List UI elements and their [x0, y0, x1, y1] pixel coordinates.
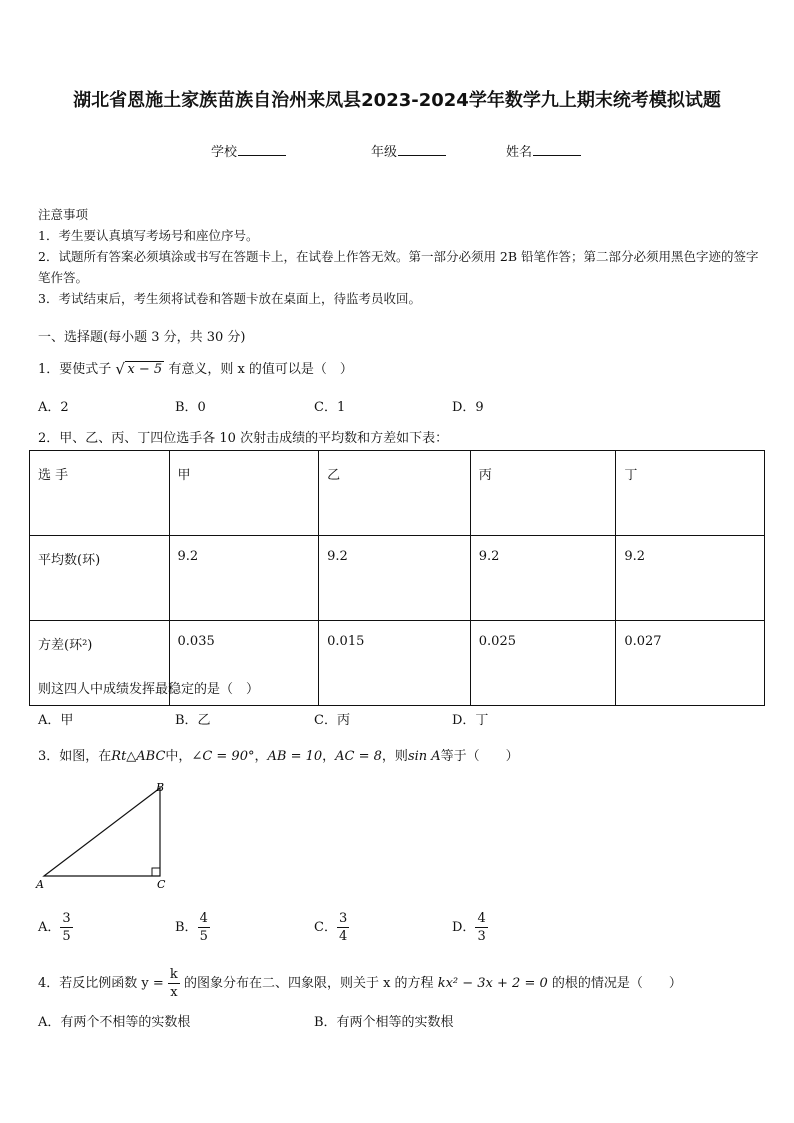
q3-option-a[interactable] [38, 910, 73, 945]
q2-option-c[interactable]: C．丙 [314, 713, 350, 728]
page-title: 湖北省恩施土家族苗族自治州来凤县2023-2024学年数学九上期末统考模拟试题 [73, 90, 721, 111]
q2-followup: 则这四人中成绩发挥最稳定的是（ ） [38, 682, 260, 697]
table-cell: 0.015 [319, 621, 471, 706]
section-heading: 一、选择题(每小题 3 分，共 30 分) [38, 330, 246, 345]
q3-stem-d: 等于（ ） [440, 749, 519, 764]
numerator: 4 [199, 911, 208, 926]
q2-option-b[interactable]: B．乙 [175, 713, 211, 728]
table-cell: 9.2 [616, 536, 765, 621]
grade-field [371, 141, 446, 160]
option-fraction [475, 910, 487, 945]
triangle-figure [30, 776, 180, 894]
numerator: 4 [477, 911, 486, 926]
denominator: 5 [199, 929, 208, 944]
table-row [30, 536, 765, 621]
question-3: 3．如图，在Rt△ABC中，∠C = 90°，AB = 10，AC = 8，则sin A等于（ ） [38, 749, 519, 764]
q3-cond-ac: AC = 8 [335, 749, 382, 764]
denominator: x [170, 985, 178, 1000]
q1-option-a[interactable]: A．2 [38, 400, 69, 415]
q3-triangle: Rt△ABC [111, 749, 166, 764]
note-item: 2．试题所有答案必须填涂或书写在答题卡上，在试卷上作答无效。第一部分必须用 2B 铅笔作答；第二部分必须用黑色字迹的签字笔作答。 [38, 249, 759, 285]
table-cell: 选 手 [30, 451, 170, 536]
q3-cond-ab: AB = 10 [267, 749, 323, 764]
q3-cond-angle: ∠C = 90° [191, 749, 255, 764]
table-cell: 丙 [470, 451, 616, 536]
q1-option-d[interactable]: D．9 [452, 400, 484, 415]
option-fraction [198, 910, 210, 945]
scores-table [29, 450, 765, 706]
name-blank [533, 143, 581, 156]
q4-fraction [168, 966, 180, 1001]
denominator: 4 [338, 929, 348, 944]
school-field [211, 141, 286, 160]
triangle-abc [44, 788, 160, 876]
q1-option-b[interactable]: B．0 [175, 400, 206, 415]
q4-mid: 的图象分布在二、四象限，则关于 x 的方程 [183, 976, 434, 991]
option-fraction [337, 910, 349, 945]
q4-suffix: 的根的情况是（ ） [551, 976, 682, 991]
grade-label: 年级 [371, 145, 398, 160]
question-2: 2．甲、乙、丙、丁四位选手各 10 次射击成绩的平均数和方差如下表： [38, 431, 449, 446]
q3-option-d[interactable] [452, 910, 488, 945]
note-item: 1．考生要认真填写考场号和座位序号。 [38, 228, 259, 243]
q4-option-b[interactable]: B．有两个相等的实数根 [314, 1015, 454, 1030]
q3-stem-b: 中， [165, 749, 192, 764]
note-item: 3．考试结束后，考生须将试卷和答题卡放在桌面上，待监考员收回。 [38, 291, 421, 306]
q1-radicand: x − 5 [127, 362, 163, 377]
q2-option-d[interactable]: D．丁 [452, 713, 489, 728]
question-1 [38, 358, 353, 377]
numerator: k [169, 967, 178, 982]
q3-target: sin A [407, 749, 441, 764]
right-angle-mark [152, 868, 160, 876]
q4-option-a[interactable]: A．有两个不相等的实数根 [38, 1015, 191, 1030]
q2-option-a[interactable]: A．甲 [38, 713, 74, 728]
q4-equation: kx² − 3x + 2 = 0 [437, 976, 548, 991]
q1-sqrt [115, 362, 164, 377]
table-cell: 9.2 [319, 536, 471, 621]
numerator: 3 [338, 911, 348, 926]
q3-option-c[interactable] [314, 910, 349, 945]
table-cell: 0.035 [169, 621, 319, 706]
school-label: 学校 [211, 145, 238, 160]
vertex-label-c: C [157, 878, 166, 891]
vertex-label-a: A [36, 878, 44, 891]
table-cell: 乙 [319, 451, 471, 536]
table-cell: 0.027 [616, 621, 765, 706]
numerator: 3 [62, 911, 71, 926]
option-label: C． [314, 920, 337, 935]
table-cell: 丁 [616, 451, 765, 536]
name-label: 姓名 [506, 145, 533, 160]
q4-prefix: 4．若反比例函数 y = [38, 976, 164, 991]
option-label: D． [452, 920, 476, 935]
table-cell: 9.2 [169, 536, 319, 621]
notes-heading: 注意事项 [38, 207, 89, 222]
q1-option-c[interactable]: C．1 [314, 400, 346, 415]
notes-block [38, 204, 763, 309]
table-cell: 平均数(环) [30, 536, 170, 621]
name-field [506, 141, 581, 160]
q3-option-b[interactable] [175, 910, 210, 945]
q3-stem-a: 3．如图，在 [38, 749, 112, 764]
vertex-label-b: B [156, 781, 165, 794]
denominator: 3 [477, 929, 486, 944]
table-cell: 0.025 [470, 621, 616, 706]
sqrt-symbol-icon: √ [115, 360, 125, 378]
q1-prefix: 1．要使式子 [38, 362, 112, 377]
q3-stem-c: ，则 [381, 749, 408, 764]
option-label: A． [38, 920, 61, 935]
table-cell: 甲 [169, 451, 319, 536]
grade-blank [398, 143, 446, 156]
table-cell: 9.2 [470, 536, 616, 621]
table-cell: 方差(环²) [30, 621, 170, 706]
school-blank [238, 143, 286, 156]
table-header-row [30, 451, 765, 536]
option-label: B． [175, 920, 198, 935]
denominator: 5 [62, 929, 71, 944]
option-fraction [60, 910, 72, 945]
q1-suffix: 有意义，则 x 的值可以是（ ） [168, 362, 353, 377]
question-4 [38, 966, 682, 1001]
